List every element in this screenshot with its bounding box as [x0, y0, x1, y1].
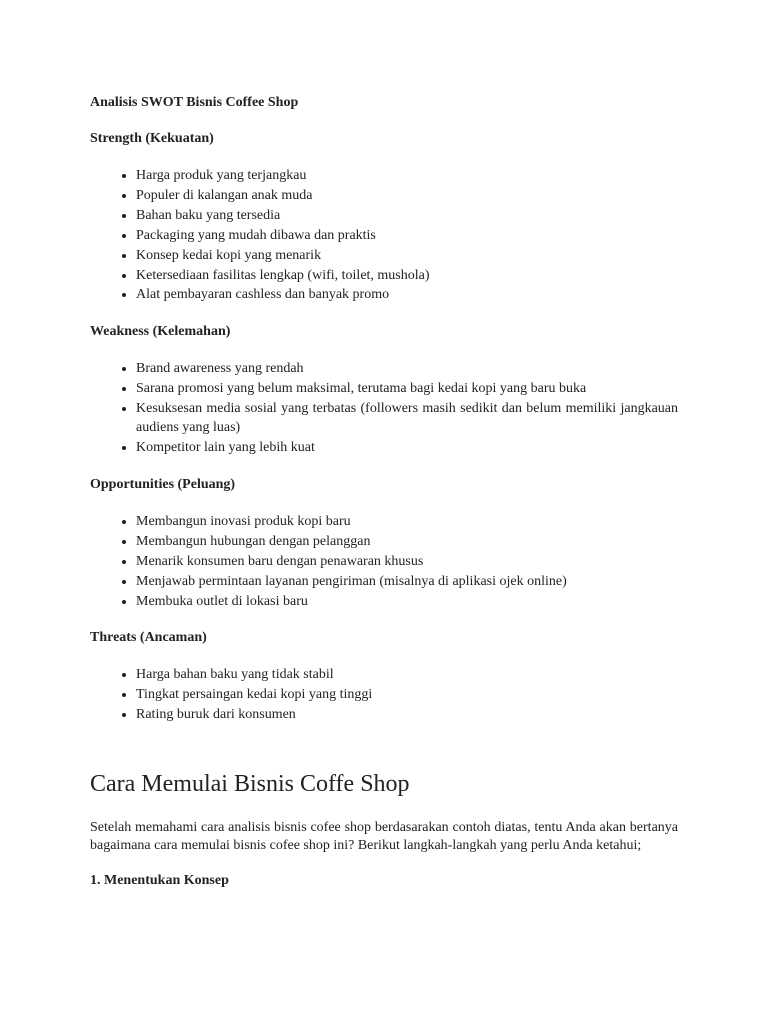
section-heading-strength: Strength (Kekuatan) [90, 131, 214, 146]
list-item: • Bahan baku yang tersedia [136, 206, 678, 226]
list-item: • Tingkat persaingan kedai kopi yang tinggi [136, 685, 678, 705]
list-item: • Packaging yang mudah dibawa dan praktis [136, 226, 678, 246]
list-item: • Konsep kedai kopi yang menarik [136, 246, 678, 266]
document-title: Analisis SWOT Bisnis Coffee Shop [90, 95, 299, 110]
section-heading-threats: Threats (Ancaman) [90, 630, 207, 646]
weakness-list [90, 359, 678, 458]
list-item: • Brand awareness yang rendah [136, 359, 678, 379]
section-heading-opportunities: Opportunities (Peluang) [90, 476, 236, 492]
opportunities-list [90, 512, 678, 612]
list-item: • Sarana promosi yang belum maksimal, terutama bagi kedai kopi yang baru buka [136, 379, 678, 399]
section-heading-weakness: Weakness (Kelemahan) [90, 324, 231, 340]
list-item: • Harga produk yang terjangkau [136, 166, 678, 186]
strength-list [90, 166, 678, 305]
guide-intro-paragraph: Setelah memahami cara analisis bisnis cofee shop berdasarakan contoh diatas, tentu Anda akan bertanya bagaimana cara memulai bisnis cofee shop ini? Berikut langkah-langkah yang perlu Anda ketahui; [90, 820, 678, 853]
list-item: • Ketersediaan fasilitas lengkap (wifi, toilet, mushola) [136, 266, 678, 286]
threats-list [90, 665, 678, 725]
list-item: • Membangun hubungan dengan pelanggan [136, 532, 678, 552]
step-heading-1: 1. Menentukan Konsep [90, 873, 229, 889]
list-item: • Harga bahan baku yang tidak stabil [136, 665, 678, 685]
list-item: • Rating buruk dari konsumen [136, 705, 678, 725]
list-item: • Alat pembayaran cashless dan banyak promo [136, 285, 678, 305]
list-item: • Membuka outlet di lokasi baru [136, 592, 678, 612]
guide-heading: Cara Memulai Bisnis Coffe Shop [90, 771, 410, 798]
list-item: • Membangun inovasi produk kopi baru [136, 512, 678, 532]
list-item: • Kesuksesan media sosial yang terbatas (followers masih sedikit dan belum memiliki jangkauan audiens yang luas) [136, 399, 678, 438]
list-item: • Menjawab permintaan layanan pengiriman (misalnya di aplikasi ojek online) [136, 572, 678, 592]
list-item: • Kompetitor lain yang lebih kuat [136, 438, 678, 458]
list-item: • Populer di kalangan anak muda [136, 186, 678, 206]
list-item: • Menarik konsumen baru dengan penawaran khusus [136, 552, 678, 572]
